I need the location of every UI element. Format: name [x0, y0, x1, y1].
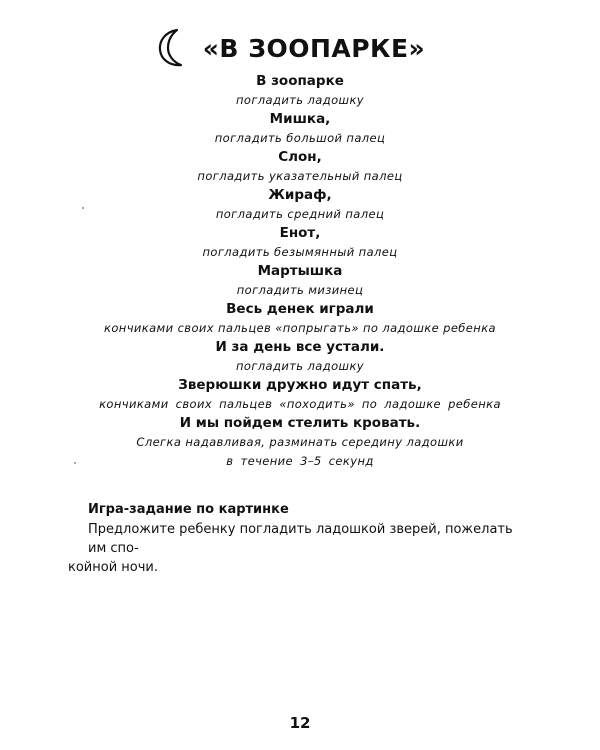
poem-line: Енот,	[279, 225, 321, 241]
poem-line: И за день все устали.	[215, 339, 385, 355]
scan-speck	[74, 462, 76, 464]
poem-line: Слон,	[278, 149, 322, 165]
poem-instruction: кончиками своих пальцев «походить» по ладошке ребенка	[99, 397, 501, 411]
poem-line: И мы пойдем стелить кровать.	[179, 415, 421, 431]
poem-instruction: погладить ладошку	[235, 359, 364, 373]
page-number: 12	[289, 714, 311, 732]
task-section	[68, 500, 528, 577]
page-title: «В ЗООПАРКЕ»	[202, 33, 426, 63]
poem-instruction: Слегка надавливая, разминать середину ладошки	[136, 435, 464, 449]
poem-instruction: погладить мизинец	[236, 283, 364, 297]
poem-instruction: погладить ладошку	[235, 93, 364, 107]
poem-instruction: погладить указательный палец	[197, 169, 403, 183]
poem-instruction: кончиками своих пальцев «попрыгать» по ладошке ребенка	[104, 321, 496, 335]
poem-line: Зверюшки дружно идут спать,	[178, 377, 422, 393]
poem	[60, 72, 540, 471]
crescent-moon-icon	[155, 28, 191, 68]
poem-line: Весь денек играли	[226, 301, 374, 317]
task-text-line: койной ночи.	[68, 560, 159, 575]
poem-line: Жираф,	[268, 187, 332, 203]
title-row	[0, 26, 600, 70]
poem-instruction: в течение 3–5 секунд	[226, 454, 374, 468]
poem-instruction: погладить средний палец	[215, 207, 385, 221]
poem-line: Мартышка	[257, 263, 343, 279]
scan-speck	[82, 207, 84, 209]
poem-line: Мишка,	[269, 111, 331, 127]
task-text	[68, 520, 528, 577]
task-text-line: Предложите ребенку погладить ладошкой зверей, пожелать им спо-	[88, 522, 513, 556]
poem-instruction: погладить безымянный палец	[202, 245, 398, 259]
poem-line: В зоопарке	[256, 73, 344, 89]
poem-instruction: погладить большой палец	[214, 131, 386, 145]
task-heading: Игра-задание по картинке	[88, 502, 289, 517]
